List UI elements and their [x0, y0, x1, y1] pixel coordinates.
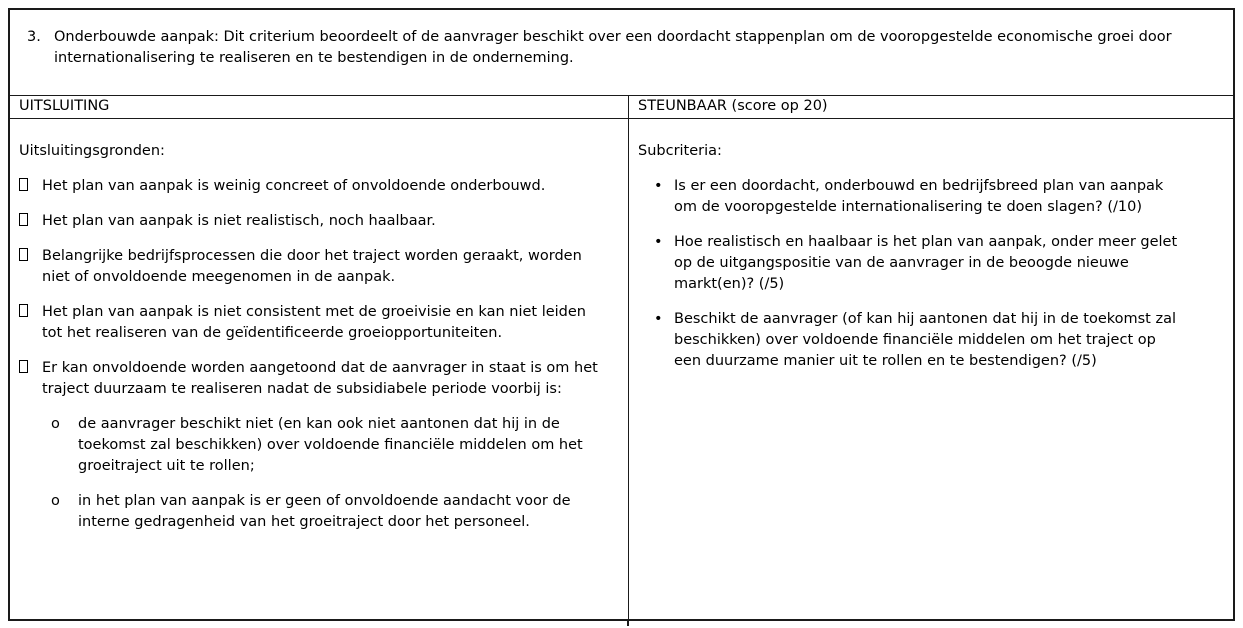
empty-square-bullet-icon [19, 246, 42, 288]
subcriteria-item [638, 232, 1183, 295]
exclusion-item [19, 358, 600, 400]
empty-square-bullet-icon [19, 211, 42, 232]
criterion-number: 3. [27, 29, 41, 45]
exclusion-item-text: Het plan van aanpak is niet realistisch, noch haalbaar. [42, 213, 436, 229]
exclusion-item-text: Belangrijke bedrijfsprocessen die door het traject worden geraakt, worden niet of onvoldoende meegenomen in de aanpak. [42, 248, 582, 285]
exclusion-subitem [51, 491, 600, 533]
subcriteria-item-text: Hoe realistisch en haalbaar is het plan van aanpak, onder meer gelet op de uitgangspositie van de aanvrager in de beoogde nieuwe markt(en)? (/5) [674, 234, 1178, 292]
disc-bullet-icon: • [654, 234, 663, 250]
subcriteria-item [638, 176, 1183, 218]
subcriteria-item-text: Beschikt de aanvrager (of kan hij aantonen dat hij in de toekomst zal beschikken) over voldoende financiële middelen om het traject op een duurzame manier uit te rollen en te bestendigen? (/5) [674, 311, 1177, 369]
exclusion-item-text: Er kan onvoldoende worden aangetoond dat de aanvrager in staat is om het traject duurzaam te realiseren nadat de subsidiabele periode voorbij is: [42, 360, 598, 397]
subcriteria-item-text: Is er een doordacht, onderbouwd en bedrijfsbreed plan van aanpak om de vooropgestelde internationalisering te doen slagen? (/10) [674, 178, 1164, 215]
criterion-intro-text: Onderbouwde aanpak: Dit criterium beoordeelt of de aanvrager beschikt over een doordacht stappenplan om de vooropgestelde economische groei door internationalisering te realiseren en te bestendigen in de onderneming. [54, 29, 1172, 66]
exclusion-subitem-text: in het plan van aanpak is er geen of onvoldoende aandacht voor de interne gedragenheid van het groeitraject door het personeel. [78, 493, 571, 530]
empty-square-bullet-icon [19, 302, 42, 344]
next-row-divider-stub [627, 620, 629, 626]
table-header-row [10, 96, 1233, 119]
uitsluiting-intro-label: Uitsluitingsgronden: [19, 143, 165, 159]
table-body-row [10, 119, 1233, 619]
subcriteria-intro-label: Subcriteria: [638, 143, 722, 159]
exclusion-item-text: Het plan van aanpak is niet consistent met de groeivisie en kan niet leiden tot het realiseren van de geïdentificeerde groeiopportuniteiten. [42, 304, 586, 341]
column-header-uitsluiting: UITSLUITING [10, 96, 629, 118]
circle-bullet-icon: o [51, 493, 60, 509]
exclusion-item [19, 302, 600, 344]
exclusion-item [19, 176, 600, 197]
exclusion-item [19, 246, 600, 288]
empty-square-bullet-icon [19, 176, 42, 197]
exclusion-item-text: Het plan van aanpak is weinig concreet of onvoldoende onderbouwd. [42, 178, 546, 194]
exclusion-item [19, 211, 600, 232]
subcriteria-item [638, 309, 1183, 372]
criterion-intro-row [10, 10, 1233, 96]
empty-square-bullet-icon [19, 358, 42, 400]
exclusion-subitem-text: de aanvrager beschikt niet (en kan ook niet aantonen dat hij in de toekomst zal beschikken) over voldoende financiële middelen om het groeitraject uit te rollen; [78, 416, 583, 474]
exclusion-subitem [51, 414, 600, 477]
uitsluiting-cell [10, 119, 629, 619]
disc-bullet-icon: • [654, 178, 663, 194]
criteria-table [8, 8, 1235, 621]
steunbaar-cell [629, 119, 1233, 619]
disc-bullet-icon: • [654, 311, 663, 327]
circle-bullet-icon: o [51, 416, 60, 432]
column-header-steunbaar: STEUNBAAR (score op 20) [638, 98, 828, 114]
